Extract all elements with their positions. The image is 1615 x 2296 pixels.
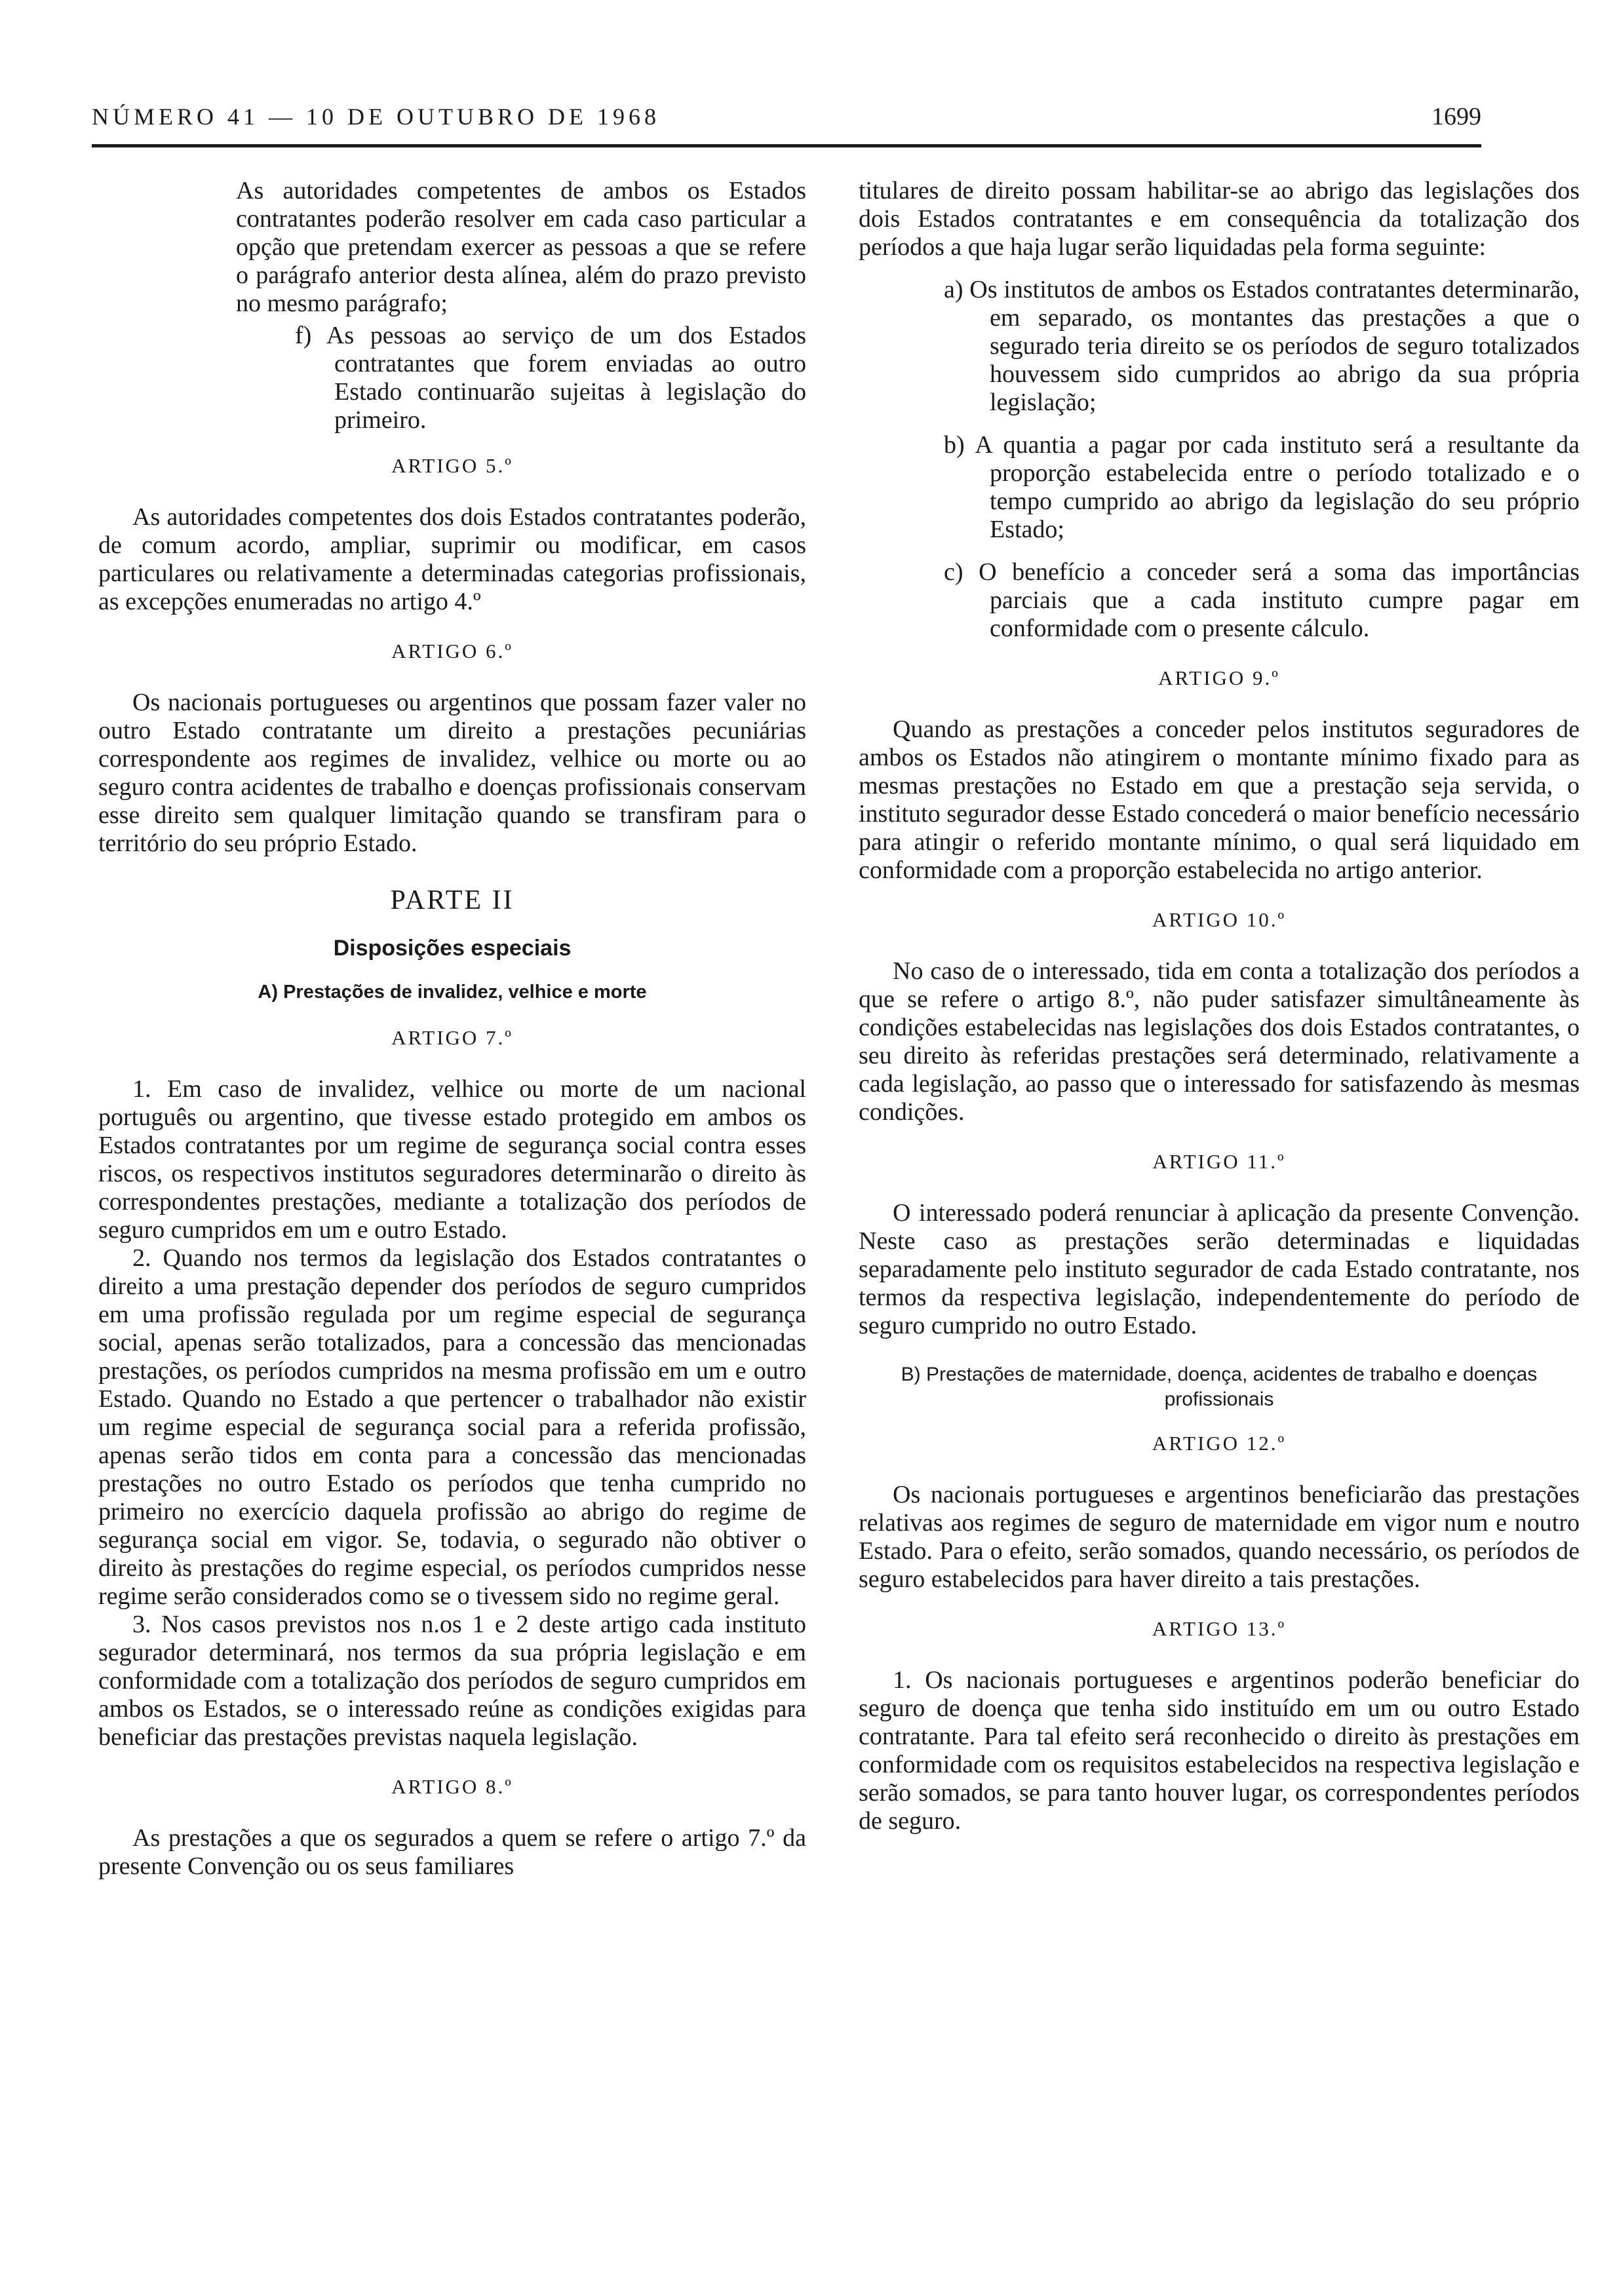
header-rule [92, 144, 1481, 147]
article-10-text: No caso de o interessado, tida em conta a totalização dos períodos a que se refere o artigo 8.º, não puder satisfazer simultâneamente às condições estabelecidas nas legislações dos dois Estados contratantes, o seu direito às referidas prestações será determinado, relativamente a cada legislação, ao passo que o interessado for satisfazendo às mesmas condições. [859, 957, 1580, 1126]
item-a: a) Os institutos de ambos os Estados contratantes determinarão, em separado, os montantes das prestações a que o segurado teria direito se os períodos de seguro totalizados houvessem sido cumpridos ao abrigo da sua própria legislação; [944, 276, 1580, 416]
article-7-item-1: 1. Em caso de invalidez, velhice ou morte de um nacional português ou argentino, que tivesse estado protegido em ambos os Estados contratantes por um regime de segurança social contra esses riscos, os respectivos institutos seguradores determinarão o direito às correspondentes prestações, mediante a totalização dos períodos de seguro cumpridos em um e outro Estado. [98, 1075, 806, 1244]
article-heading-10: ARTIGO 10.º [1152, 908, 1287, 931]
article-5-text: As autoridades competentes dos dois Estados contratantes poderão, de comum acordo, ampliar, suprimir ou modificar, em casos particulares ou relativamente a determinadas categorias profissionais, as excepções enumeradas no artigo 4.º [98, 503, 806, 615]
article-heading-9: ARTIGO 9.º [1158, 666, 1280, 689]
running-head: NÚMERO 41 — 10 DE OUTUBRO DE 1968 [92, 104, 660, 130]
item-c: c) O benefício a conceder será a soma das importâncias parciais que a cada instituto cumpre pagar em conformidade com o presente cálculo. [944, 558, 1580, 642]
article-8-text: As prestações a que os segurados a quem se refere o artigo 7.º da presente Convenção ou os seus familiares [98, 1824, 806, 1880]
item-f: f) As pessoas ao serviço de um dos Estados contratantes que forem enviadas ao outro Estado continuarão sujeitas à legislação do primeiro. [295, 322, 806, 434]
article-heading-13: ARTIGO 13.º [1152, 1617, 1287, 1640]
article-heading-12: ARTIGO 12.º [1152, 1432, 1287, 1455]
item-b: b) A quantia a pagar por cada instituto será a resultante da proporção estabelecida entre o período totalizado e o tempo cumprido ao abrigo da legislação do seu próprio Estado; [944, 431, 1580, 543]
page-number: 1699 [1431, 103, 1481, 130]
right-column [859, 177, 1580, 1835]
article-heading-8: ARTIGO 8.º [391, 1775, 513, 1798]
article-heading-5: ARTIGO 5.º [391, 454, 513, 477]
article-9-text: Quando as prestações a conceder pelos institutos seguradores de ambos os Estados não atingirem o montante mínimo fixado para as mesmas prestações no Estado em que a prestação seja servida, o instituto segurador desse Estado concederá o maior benefício necessário para atingir o referido montante mínimo, o qual será liquidado em conformidade com a proporção estabelecida no artigo anterior. [859, 716, 1580, 884]
subsection-b-heading: B) Prestações de maternidade, doença, acidentes de trabalho e doenças profissionais [901, 1364, 1538, 1410]
article-12-text: Os nacionais portugueses e argentinos beneficiarão das prestações relativas aos regimes de seguro de maternidade em vigor num e noutro Estado. Para o efeito, serão somados, quando necessário, os períodos de seguro estabelecidos para haver direito a tais prestações. [859, 1481, 1580, 1593]
part-heading: PARTE II [390, 885, 515, 915]
article-7-item-3: 3. Nos casos previstos nos n.os 1 e 2 deste artigo cada instituto segurador determinará, nos termos da sua própria legislação e em conformidade com a totalização dos períodos de seguro cumpridos em ambos os Estados, se o interessado reúne as condições exigidas para beneficiar das prestações previstas naquela legislação. [98, 1611, 806, 1751]
article-13-item-1: 1. Os nacionais portugueses e argentinos poderão beneficiar do seguro de doença que tenha sido instituído em um ou outro Estado contratante. Para tal efeito será reconhecido o direito às prestações em conformidade com os requisitos estabelecidos na respectiva legislação e serão somados, se para tanto houver lugar, os correspondentes períodos de seguro. [859, 1666, 1580, 1835]
paragraph-e-continuation: As autoridades competentes de ambos os Estados contratantes poderão resolver em cada caso particular a opção que pretendam exercer as pessoas a que se refere o parágrafo anterior desta alínea, além do prazo previsto no mesmo parágrafo; [236, 177, 806, 317]
article-8-continuation: titulares de direito possam habilitar-se ao abrigo das legislações dos dois Estados contratantes e em consequência da totalização dos períodos a que haja lugar serão liquidadas pela forma seguinte: [859, 177, 1580, 261]
page-header [92, 97, 1481, 136]
article-heading-11: ARTIGO 11.º [1152, 1150, 1286, 1173]
article-6-text: Os nacionais portugueses ou argentinos que possam fazer valer no outro Estado contratante um direito a prestações pecuniárias correspondente aos regimes de invalidez, velhice ou morte ou ao seguro contra acidentes de trabalho e doenças profissionais conservam esse direito sem qualquer limitação quando se transfiram para o território do seu próprio Estado. [98, 689, 806, 857]
article-7-item-2: 2. Quando nos termos da legislação dos Estados contratantes o direito a uma prestação depender dos períodos de seguro cumpridos em uma profissão regulada por um regime especial de segurança social, apenas serão totalizados, para a concessão das mencionadas prestações, os períodos cumpridos na mesma profissão em um e outro Estado. Quando no Estado a que pertencer o trabalhador não existir um regime especial de segurança social para a referida profissão, apenas serão tidos em conta para a concessão das mencionadas prestações no outro Estado os períodos que tenha cumprido no primeiro no exercício daquela profissão ao abrigo do regime de segurança social em vigor. Se, todavia, o segurado não obtiver o direito às prestações do regime especial, os períodos cumpridos nesse regime serão considerados como se o tivessem sido no regime geral. [98, 1244, 806, 1610]
subsection-a-heading: A) Prestações de invalidez, velhice e morte [258, 982, 647, 1003]
section-heading: Disposições especiais [333, 936, 572, 961]
article-11-text: O interessado poderá renunciar à aplicação da presente Convenção. Neste caso as prestações serão determinadas e liquidadas separadamente pelo instituto segurador de cada Estado contratante, nos termos da respectiva legislação, independentemente do período de seguro cumprido no outro Estado. [859, 1199, 1580, 1339]
article-heading-6: ARTIGO 6.º [391, 640, 513, 662]
left-column [98, 177, 806, 1881]
article-heading-7: ARTIGO 7.º [391, 1026, 513, 1049]
